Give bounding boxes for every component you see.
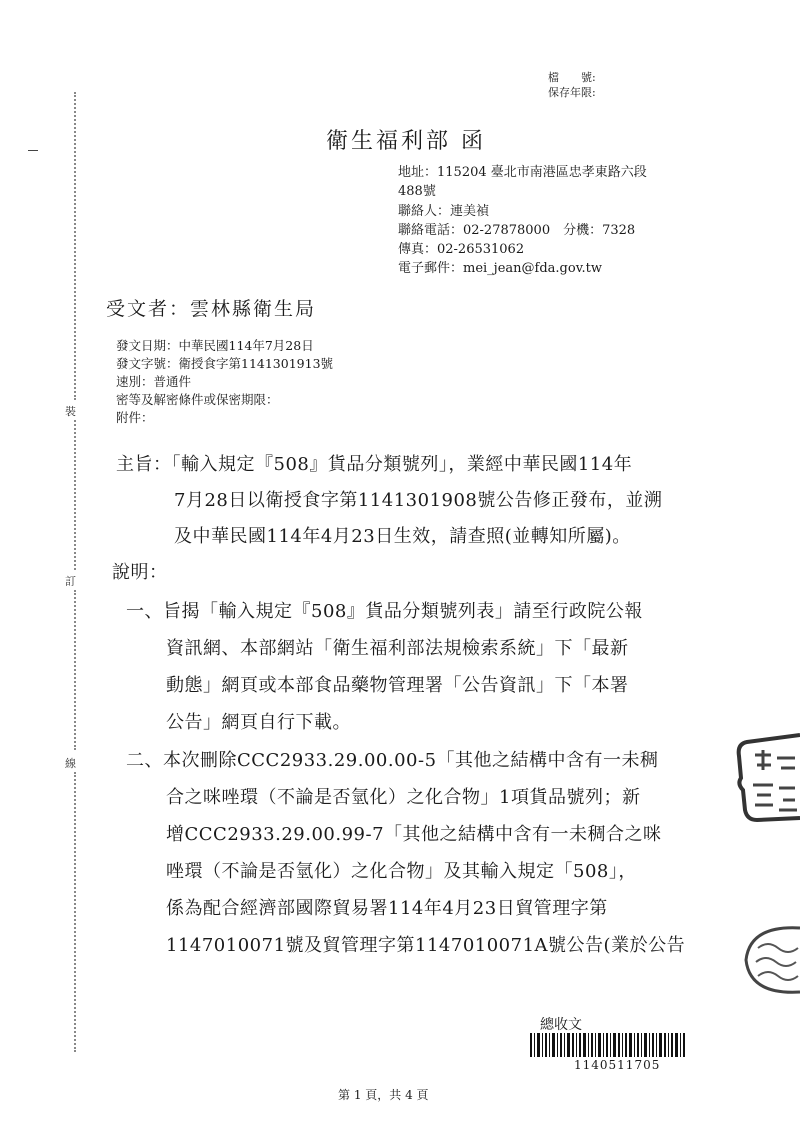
receipt-label: 總收文: [540, 1017, 582, 1033]
margin-tick: [28, 150, 38, 151]
barcode-number: 1140511705: [574, 1058, 661, 1072]
binding-mark-bottom: 線: [65, 757, 76, 770]
item2-line-4: 唑環（不論是否氫化）之化合物」及其輸入規定「508」，: [166, 861, 637, 882]
fax: 傳真：02-26531062: [398, 242, 525, 258]
binding-dotted-line-bottom: [74, 772, 76, 1052]
binding-dotted-line-middle: [74, 420, 76, 570]
subject-line-2: 7月28日以衛授食字第1141301908號公告修正發布，並溯: [174, 490, 663, 511]
email: 電子郵件：mei_jean@fda.gov.tw: [398, 261, 602, 277]
item2-line-5: 係為配合經濟部國際貿易署114年4月23日貿管理字第: [166, 898, 608, 919]
document-meta: [116, 337, 333, 427]
archive-info: [548, 70, 596, 100]
subject-line-1: 主旨：「輸入規定『508』貨品分類號列」，業經中華民國114年: [116, 454, 633, 475]
recipient: 受文者：雲林縣衛生局: [106, 298, 317, 320]
attachments: 附件：: [116, 410, 154, 425]
subject-line-3: 及中華民國114年4月23日生效，請查照(並轉知所屬)。: [174, 526, 631, 547]
page-title: 衛生福利部 函: [326, 129, 486, 154]
barcode-icon: [530, 1033, 685, 1057]
explanation-heading: 說明：: [112, 562, 168, 583]
issue-date: 發文日期：中華民國114年7月28日: [116, 338, 314, 353]
contact-person: 聯絡人：連美禎: [398, 203, 490, 219]
page-number: 第 1 頁，共 4 頁: [338, 1088, 429, 1102]
item2-line-6: 1147010071號及貿管理字第1147010071A號公告(業於公告: [166, 935, 686, 956]
address-line-2: 488號: [398, 184, 436, 200]
secrecy-level: 密等及解密條件或保密期限：: [116, 392, 279, 407]
item1-line-4: 公告」網頁自行下載。: [166, 712, 351, 733]
binding-mark-middle: 訂: [65, 575, 76, 588]
item1-line-2: 資訊網、本部網站「衛生福利部法規檢索系統」下「最新: [166, 638, 629, 659]
seal-stamp-icon: [735, 730, 800, 825]
contact-block: [398, 163, 647, 279]
retention-label: 保存年限:: [548, 86, 596, 99]
item2-line-2: 合之咪唑環（不論是否氫化）之化合物」1項貨品號列；新: [166, 787, 641, 808]
delivery-speed: 速別：普通件: [116, 374, 192, 389]
binding-dotted-line-lower: [74, 590, 76, 750]
item1-line-3: 動態」網頁或本部食品藥物管理署「公告資訊」下「本署: [166, 675, 629, 696]
binding-mark-top: 裝: [65, 405, 76, 418]
binding-dotted-line-top: [74, 92, 76, 400]
phone: 聯絡電話：02-27878000 分機：7328: [398, 222, 636, 238]
item2-line-1: 二、本次刪除CCC2933.29.00.00-5「其他之結構中含有一未稠: [126, 750, 659, 771]
item1-line-1: 一、旨揭「輸入規定『508』貨品分類號列表」請至行政院公報: [126, 601, 643, 622]
partial-seal-icon: [740, 920, 800, 1000]
item2-line-3: 增CCC2933.29.00.99-7「其他之結構中含有一未稠合之咪: [166, 824, 662, 845]
file-number-label: 檔 號:: [548, 71, 596, 84]
document-number: 發文字號：衛授食字第1141301913號: [116, 356, 334, 371]
address-line-1: 地址：115204 臺北市南港區忠孝東路六段: [398, 165, 647, 180]
